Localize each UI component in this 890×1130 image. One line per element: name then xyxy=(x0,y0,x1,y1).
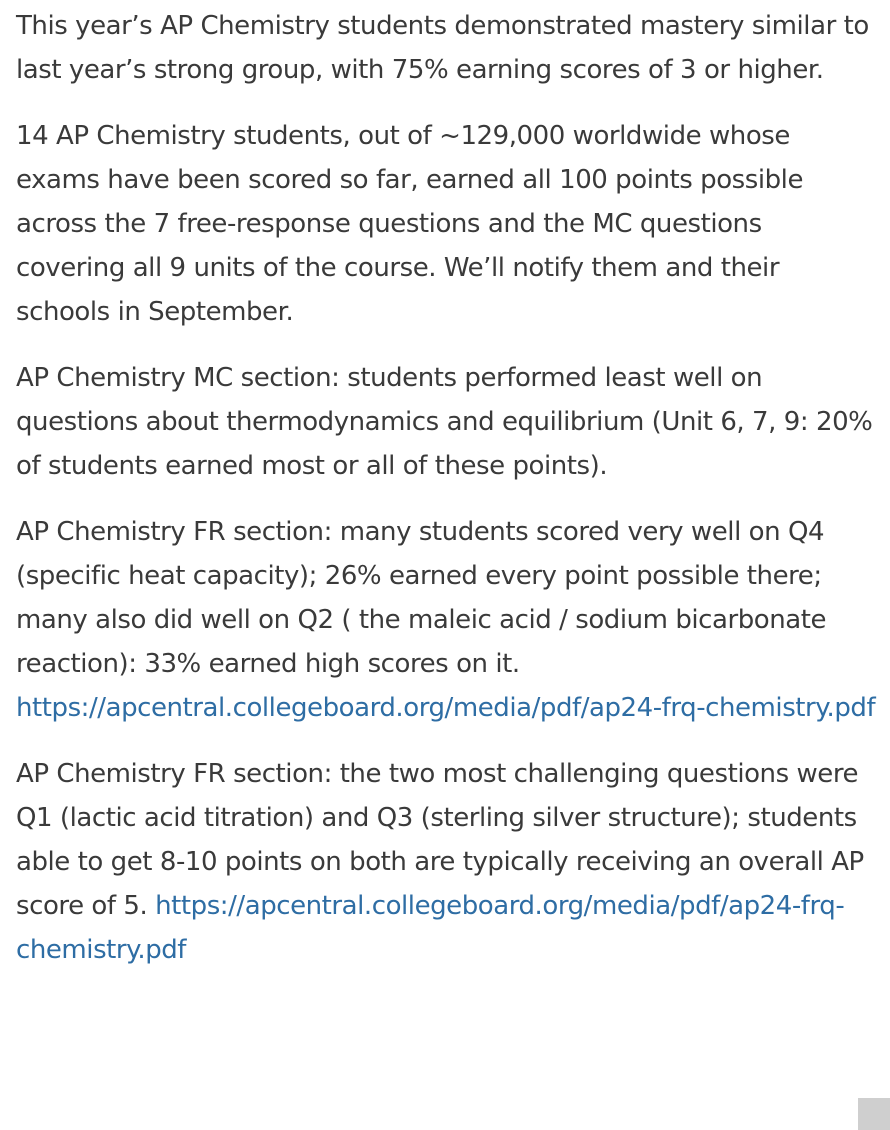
paragraph-text: 14 AP Chemistry students, out of ~129,000 worldwide whose exams have been scored so far, earned all 100 points possible across the 7 free-response questions and the MC questions covering all 9 units of the course. We’ll notify them and their schools in September. xyxy=(16,121,804,327)
paragraph-text: This year’s AP Chemistry students demonstrated mastery similar to last year’s strong group, with 75% earning scores of 3 or higher. xyxy=(16,11,869,85)
scroll-corner[interactable] xyxy=(858,1098,890,1130)
paragraph-text: AP Chemistry FR section: many students scored very well on Q4 (specific heat capacity); 26% earned every point possible there; many also did well on Q2 ( the maleic acid / sodium bicarbonate reaction): 33% earned high scores on it. xyxy=(16,517,827,679)
paragraph-text: AP Chemistry FR section: the two most challenging questions were Q1 (lactic acid titration) and Q3 (sterling silver structure); students able to get 8-10 points on both are typically receiving an overall AP score of 5. xyxy=(16,759,864,921)
paragraph-perfect-scores xyxy=(16,114,878,334)
paragraph-fr-challenges xyxy=(16,752,878,972)
article-body xyxy=(16,4,878,994)
paragraph-text: AP Chemistry MC section: students performed least well on questions about thermodynamics and equilibrium (Unit 6, 7, 9: 20% of students earned most or all of these points). xyxy=(16,363,873,481)
paragraph-overall-scores xyxy=(16,4,878,92)
frq-pdf-link[interactable]: https://apcentral.collegeboard.org/media/pdf/ap24-frq-chemistry.pdf xyxy=(16,693,876,723)
frq-pdf-link[interactable]: https://apcentral.collegeboard.org/media/pdf/ap24-frq-chemistry.pdf xyxy=(16,891,845,965)
paragraph-fr-strengths xyxy=(16,510,878,730)
paragraph-mc-section xyxy=(16,356,878,488)
